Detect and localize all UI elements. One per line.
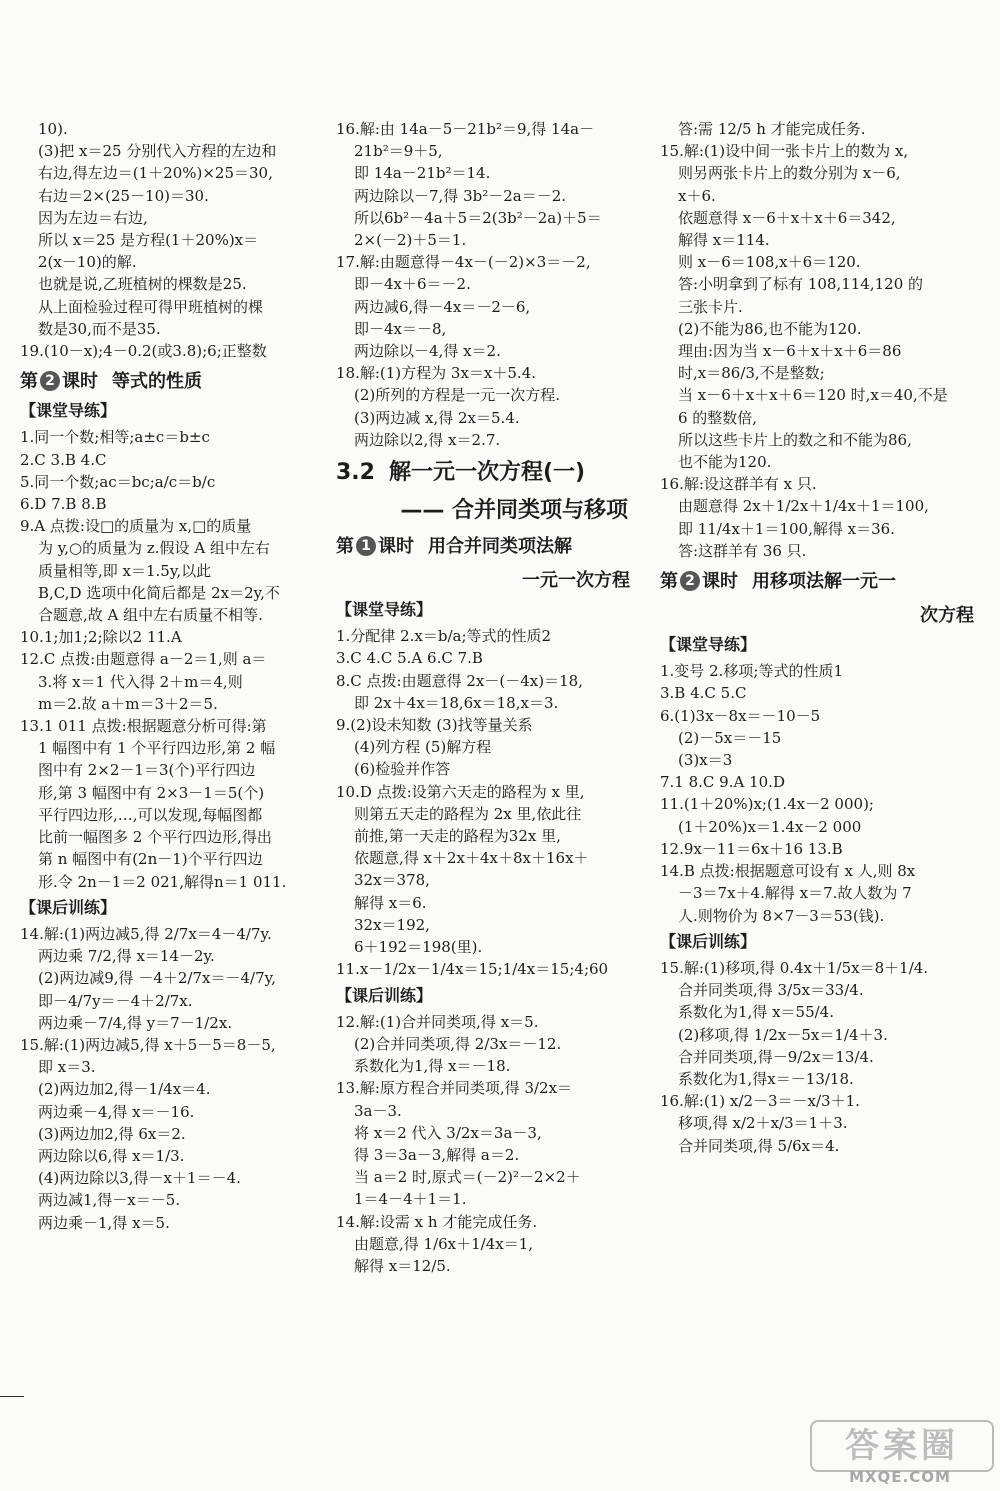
footer-rule [0,1396,24,1397]
text-line: 三张卡片. [678,297,743,316]
text-line: 6＋192＝198(里). [354,938,483,957]
text-line: 形.令 2n－1＝2 021,解得n＝1 011. [38,872,287,891]
text-line: 3.将 x＝1 代入得 2＋m＝4,则 [38,672,243,691]
text-line: 32x＝192, [354,915,430,934]
column-right [660,118,980,1157]
lesson-number-badge: 1 [356,536,376,556]
text-line: 3a－3. [354,1101,402,1120]
chapter-number: 3.2 [336,460,375,486]
answer-11: 11.x－1/2x－1/4x＝15;1/4x＝15;4;60 [336,960,609,979]
text-line: x＋6. [678,186,716,205]
text-line: 答:需 12/5 h 才能完成任务. [678,120,866,138]
text-line: 当 x－6＋x＋x＋6＝120 时,x＝40,不是 [678,386,948,405]
section-label: 【课后训练】 [20,897,117,917]
answer-15: 15.解:(1)两边减5,得 x＋5－5＝8－5, [20,1035,276,1054]
text-line: 两边乘－7/4,得 y＝7－1/2x. [38,1013,233,1032]
answer-19: 19.(10－x);4－0.2(或3.8);6;正整数 [20,342,267,361]
answer-14: 14.解:(1)两边减5,得 2/7x＝4－4/7y. [20,924,272,943]
answer-7-10: 7.1 8.C 9.A 10.D [660,773,785,792]
text-line: 10). [38,120,68,138]
text-line: 从上面检验过程可得甲班植树的棵 [38,297,264,316]
text-line: 由题意,得 1/6x＋1/4x＝1, [354,1234,534,1253]
section-label: 【课堂导练】 [660,635,757,655]
answer-16: 16.解:由 14a－5－21b²＝9,得 14a－ [336,120,595,138]
text-line: 形,第 3 幅图中有 2×3－1＝5(个) [38,783,265,802]
answer-10: 10.D 点拨:设第六天走的路程为 x 里, [336,782,585,801]
text-line: 解得 x＝12/5. [354,1256,451,1275]
watermark-logo [810,1420,990,1486]
section-label: 【课堂导练】 [336,600,433,620]
text-line: (2)移项,得 1/2x－5x＝1/4＋3. [678,1025,888,1044]
section-label: 【课堂导练】 [20,401,117,421]
answer-12-13: 12.9x－11＝6x＋16 13.B [660,839,843,858]
answer-6-8: 6.D 7.B 8.B [20,495,107,514]
text-line: 两边减1,得－x＝－5. [38,1191,181,1210]
text-line: 右边,得左边＝(1＋20%)×25＝30, [38,164,273,183]
answer-1-2: 1.变号 2.移项;等式的性质1 [660,662,843,681]
text-line: 即 11/4x＋1＝100,解得 x＝36. [678,519,895,538]
text-line: 依题意,得 x＋2x＋4x＋8x＋16x＋ [354,849,589,868]
text-line: 所以这些卡片上的数之和不能为86, [678,430,912,449]
text-line: (3)两边加2,得 6x＝2. [38,1124,186,1143]
answer-1-2: 1.分配律 2.x＝b/a;等式的性质2 [336,627,552,646]
text-line: (4)两边除以3,得－x＋1＝－4. [38,1169,241,1188]
text-line: 答:这群羊有 36 只. [678,541,807,560]
text-line: 则第五天走的路程为 2x 里,依此往 [354,804,582,823]
answer-2-4: 2.C 3.B 4.C [20,450,107,469]
text-line: (3)把 x＝25 分别代入方程的左边和 [38,142,277,161]
text-line: 答:小明拿到了标有 108,114,120 的 [678,275,924,294]
answer-1: 1.同一个数;相等;a±c＝b±c [20,428,210,447]
text-line: 因为左边＝右边, [38,208,148,227]
text-line: (4)列方程 (5)解方程 [354,738,492,757]
text-line: 合并同类项,得－9/2x＝13/4. [678,1047,874,1066]
text-line: 即 14a－21b²＝14. [354,164,491,183]
text-line: 即 2x＋4x＝18,6x＝18,x＝3. [354,693,559,712]
answer-6: 6.(1)3x－8x＝－10－5 [660,706,821,725]
lesson-title-continued: 次方程 [920,605,974,627]
answer-15: 15.解:(1)移项,得 0.4x＋1/5x＝8＋1/4. [660,958,929,977]
watermark-text: 答案圈 [810,1420,994,1472]
text-line: 解得 x＝6. [354,893,427,912]
answer-14: 14.B 点拨:根据题意可设有 x 人,则 8x [660,862,916,881]
text-line: 合题意,故 A 组中左右质量不相等. [38,606,263,625]
text-line: 两边减6,得－4x＝－2－6, [354,297,531,316]
lesson-title: 用移项法解一元一 [752,571,896,593]
text-line: 质量相等,即 x＝1.5y,以此 [38,561,212,580]
watermark-url: MXQE.COM [849,1468,951,1486]
answer-16: 16.解:设这群羊有 x 只. [660,475,817,494]
text-line: 即－4x＝－8, [354,319,447,338]
answer-10-11: 10.1;加1;2;除以2 11.A [20,628,182,647]
text-line: 移项,得 x/2＋x/3＝1＋3. [678,1114,848,1133]
answer-16: 16.解:(1) x/2－3＝－x/3＋1. [660,1092,860,1111]
lesson-title-continued: 一元一次方程 [522,570,630,592]
text-line: 两边除以2,得 x＝2.7. [354,430,501,449]
text-line: 也就是说,乙班植树的棵数是25. [38,275,247,294]
text-line: 理由:因为当 x－6＋x＋x＋6＝86 [678,342,902,361]
text-line: 人.则物价为 8×7－3＝53(钱). [678,906,885,925]
lesson-mid: 课时 [62,371,98,393]
text-line: 图中有 2×2－1＝3(个)平行四边 [38,761,256,780]
lesson-prefix: 第 [660,571,678,593]
answer-9: 9.(2)设未知数 (3)找等量关系 [336,716,533,735]
text-line: 两边除以－7,得 3b²－2a＝－2. [354,186,567,205]
chapter-subtitle: —— 合并同类项与移项 [400,498,628,524]
text-line: (2)－5x＝－15 [678,728,782,747]
text-line: (2)所列的方程是一元一次方程. [354,386,561,405]
text-line: (1＋20%)x＝1.4x－2 000 [678,817,862,836]
text-line: m＝2.故 a＋m＝3＋2＝5. [38,694,218,713]
answer-5: 5.同一个数;ac＝bc;a/c＝b/c [20,472,216,491]
text-line: 将 x＝2 代入 3/2x＝3a－3, [354,1123,542,1142]
text-line: 1＝4－4＋1＝1. [354,1190,467,1209]
text-line: (2)不能为86,也不能为120. [678,319,862,338]
lesson-number-badge: 2 [40,371,60,391]
text-line: 所以 x＝25 是方程(1＋20%)x＝ [38,231,259,250]
text-line: 2(x－10)的解. [38,253,137,272]
text-line: 时,x＝86/3,不是整数; [678,364,825,383]
answer-14: 14.解:设需 x h 才能完成任务. [336,1212,538,1231]
answer-15: 15.解:(1)设中间一张卡片上的数为 x, [660,142,909,161]
text-line: B,C,D 选项中化简后都是 2x＝2y,不 [38,583,280,602]
text-line: 系数化为1,得x＝－13/18. [678,1069,854,1088]
answer-12: 12.C 点拨:由题意得 a－2＝1,则 a＝ [20,650,267,669]
lesson-title: 用合并同类项法解 [428,536,572,558]
answer-8: 8.C 点拨:由题意得 2x－(－4x)＝18, [336,671,583,690]
text-line: 两边乘－4,得 x＝－16. [38,1102,195,1121]
text-line: 合并同类项,得 5/6x＝4. [678,1136,840,1155]
text-line: (6)检验并作答 [354,760,451,779]
text-line: 即－4x＋6＝－2. [354,275,471,294]
text-line: 即－4/7y＝－4＋2/7x. [38,991,193,1010]
text-line: 两边除以6,得 x＝1/3. [38,1146,185,1165]
text-line: 前推,第一天走的路程为32x 里, [354,827,561,846]
chapter-heading [336,457,636,489]
text-line: (2)两边加2,得－1/4x＝4. [38,1080,211,1099]
answer-17: 17.解:由题意得－4x－(－2)×3＝－2, [336,253,591,272]
text-line: 由题意得 2x＋1/2x＋1/4x＋1＝100, [678,497,929,516]
text-line: 依题意得 x－6＋x＋x＋6＝342, [678,208,896,227]
text-line: 则另两张卡片上的数分别为 x－6, [678,164,901,183]
text-line: (3)两边减 x,得 2x＝5.4. [354,408,520,427]
text-line: 32x＝378, [354,871,430,890]
text-line: 右边＝2×(25－10)＝30. [38,186,209,205]
lesson-number-badge: 2 [680,571,700,591]
text-line: 平行四边形,…,可以发现,每幅图都 [38,805,263,824]
text-line: 合并同类项,得 3/5x＝33/4. [678,981,864,1000]
lesson-prefix: 第 [336,536,354,558]
text-line: (3)x＝3 [678,751,733,770]
text-line: 第 n 幅图中有(2n－1)个平行四边 [38,850,263,869]
text-line: 当 a＝2 时,原式＝(－2)²－2×2＋ [354,1168,581,1187]
text-line: 系数化为1,得 x＝－18. [354,1057,511,1076]
answer-13: 13.1 011 点拨:根据题意分析可得:第 [20,717,267,736]
text-line: 6 的整数倍, [678,408,758,427]
text-line: 所以6b²－4a＋5＝2(3b²－2a)＋5＝ [354,208,602,227]
lesson-heading [336,533,636,561]
text-line: 两边乘－1,得 x＝5. [38,1213,170,1232]
text-line: 1 幅图中有 1 个平行四边形,第 2 幅 [38,739,276,758]
answer-3-7: 3.C 4.C 5.A 6.C 7.B [336,649,483,668]
text-line: (2)两边减9,得 －4＋2/7x＝－4/7y, [38,969,276,988]
lesson-mid: 课时 [702,571,738,593]
lesson-prefix: 第 [20,371,38,393]
text-line: 数是30,而不是35. [38,319,161,338]
text-line: 即 x＝3. [38,1058,96,1077]
text-line: 为 y,○的质量为 z.假设 A 组中左右 [38,539,270,558]
text-line: (2)合并同类项,得 2/3x＝－12. [354,1034,562,1053]
text-line: 比前一幅图多 2 个平行四边形,得出 [38,828,272,847]
answer-9: 9.A 点拨:设□的质量为 x,□的质量 [20,517,252,536]
column-left [20,118,310,1234]
lesson-heading [660,568,980,596]
section-label: 【课后训练】 [336,985,433,1005]
text-line: 两边除以－4,得 x＝2. [354,342,501,361]
lesson-title: 等式的性质 [112,371,202,393]
answer-3-5: 3.B 4.C 5.C [660,684,747,703]
answer-13: 13.解:原方程合并同类项,得 3/2x＝ [336,1079,573,1098]
text-line: 得 3＝3a－3,解得 a＝2. [354,1145,520,1164]
text-line: 系数化为1,得 x＝55/4. [678,1003,834,1022]
text-line: 2×(－2)＋5＝1. [354,231,467,250]
lesson-mid: 课时 [378,536,414,558]
text-line: 也不能为120. [678,453,772,472]
answer-18: 18.解:(1)方程为 3x＝x＋5.4. [336,364,537,383]
answer-12: 12.解:(1)合并同类项,得 x＝5. [336,1012,539,1031]
text-line: 两边乘 7/2,得 x＝14－2y. [38,947,215,966]
text-line: 21b²＝9＋5, [354,142,443,161]
section-label: 【课后训练】 [660,931,757,951]
text-line: 解得 x＝114. [678,231,770,250]
lesson-heading [20,368,310,396]
text-line: 则 x－6＝108,x＋6＝120. [678,253,861,272]
text-line: －3＝7x＋4.解得 x＝7.故人数为 7 [678,884,912,903]
column-middle [336,118,636,1277]
answer-11: 11.(1＋20%)x;(1.4x－2 000); [660,795,874,814]
chapter-title: 解一元一次方程(一) [388,460,586,486]
